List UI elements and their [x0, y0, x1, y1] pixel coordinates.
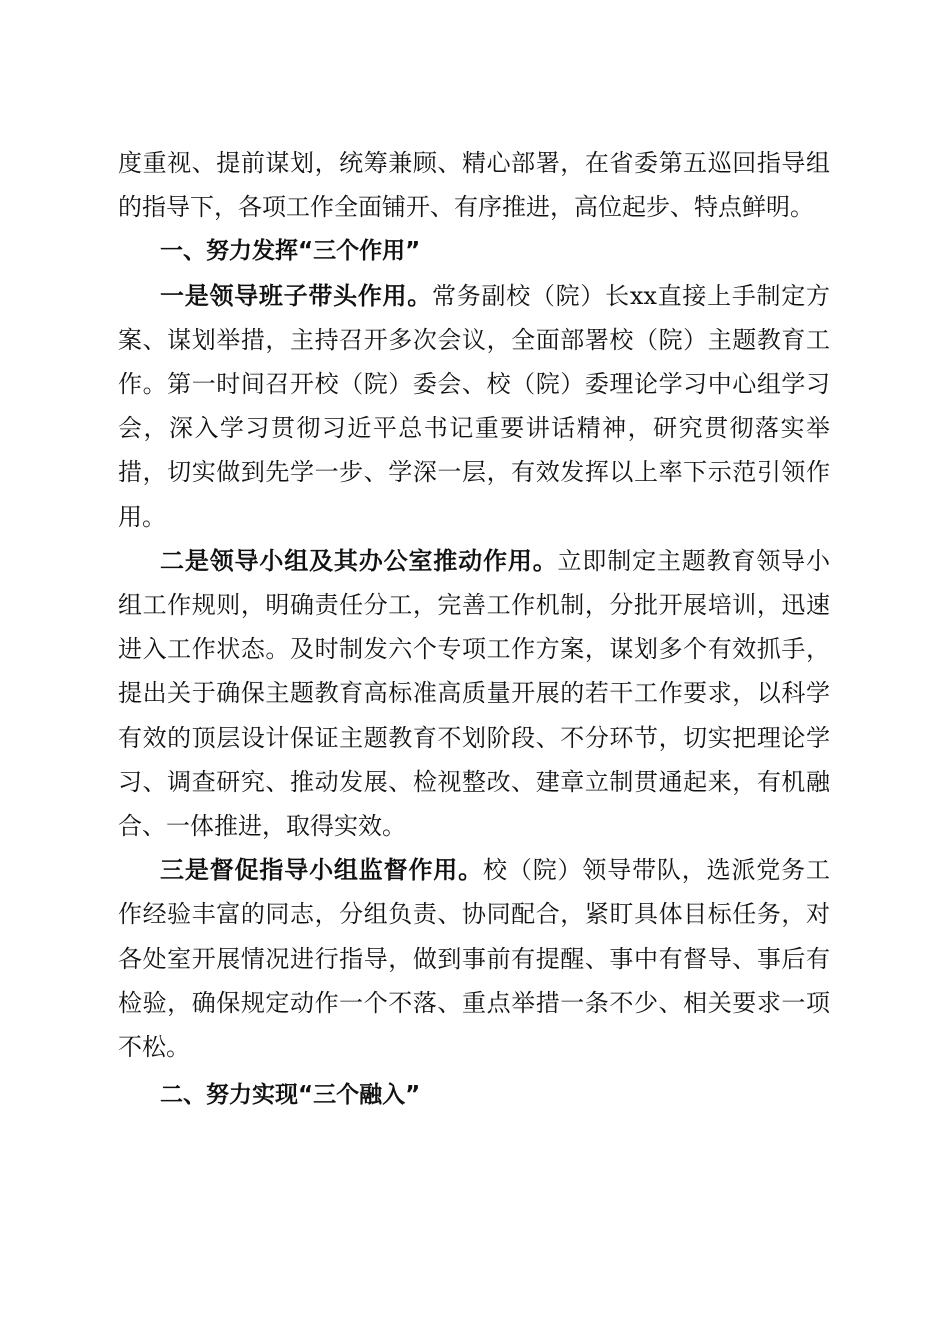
item-3-body: 校（院）领导带队，选派党务工作经验丰富的同志，分组负责、协同配合，紧盯具体目标任务，对各处室开展情况进行指导，做到事前有提醒、事中有督导、事后有检验，确保规定动作一个不落、重点举措一条不少、相关要求一项不松。 [118, 856, 830, 1062]
item-1-body: 常务副校（院）长xx直接上手制定方案、谋划举措，主持召开多次会议，全面部署校（院）主题教育工作。第一时间召开校（院）委会、校（院）委理论学习中心组学习会，深入学习贯彻习近平总书记重要讲话精神，研究贯彻落实举措，切实做到先学一步、学深一层，有效发挥以上率下示范引领作用。 [118, 281, 831, 531]
item-3-lead: 三是督促指导小组监督作用。 [160, 856, 483, 885]
section-heading-2: 二、努力实现“三个融入” [160, 1082, 421, 1109]
section-heading-1: 一、努力发挥“三个作用” [160, 238, 421, 265]
item-1-lead: 一是领导班子带头作用。 [160, 281, 433, 310]
paragraph-item-2 [118, 539, 830, 848]
item-2-lead: 二是领导小组及其办公室推动作用。 [160, 546, 558, 575]
intro-paragraph: 度重视、提前谋划，统筹兼顾、精心部署，在省委第五巡回指导组的指导下，各项工作全面铺开、有序推进，高位起步、特点鲜明。 [118, 149, 830, 222]
document-body [118, 141, 830, 1121]
item-2-body: 立即制定主题教育领导小组工作规则，明确责任分工，完善工作机制，分批开展培训，迅速进入工作状态。及时制发六个专项工作方案，谋划多个有效抓手，提出关于确保主题教育高标准高质量开展的若干工作要求，以科学有效的顶层设计保证主题教育不划阶段、不分环节，切实把理论学习、调查研究、推动发展、检视整改、建章立制贯通起来，有机融合、一体推进，取得实效。 [118, 546, 831, 841]
paragraph-item-1 [118, 274, 830, 539]
paragraph-item-3 [118, 848, 830, 1069]
